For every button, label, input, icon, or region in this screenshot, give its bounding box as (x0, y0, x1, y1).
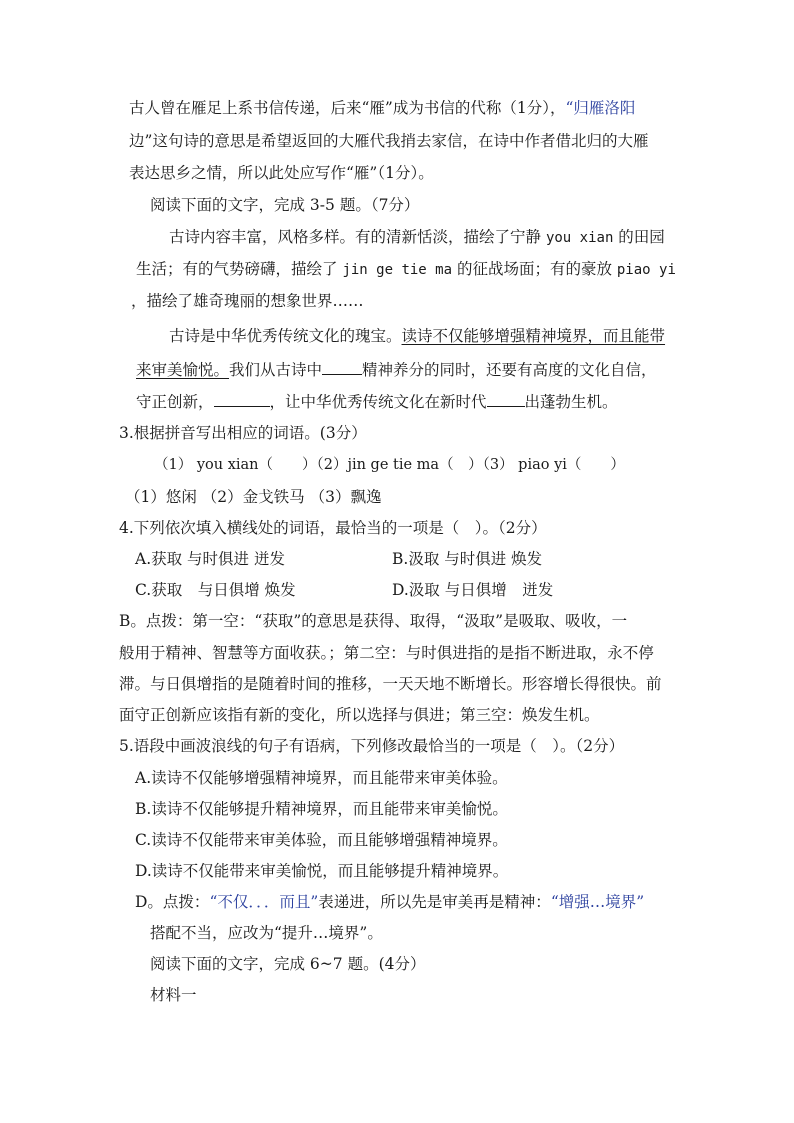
material-heading: 材料一 (150, 986, 197, 1004)
explanation-line: 面守正创新应该指有新的变化，所以选择与俱进；第三空：焕发生机。 (119, 706, 600, 724)
pinyin: jin ge tie ma (342, 262, 453, 278)
passage-text: 的田园 (613, 228, 665, 246)
option-c: C.读诗不仅能带来审美体验，而且能够增强精神境界。 (135, 831, 508, 849)
wavy-underlined-sentence: 来审美愉悦。 (136, 361, 230, 379)
explanation-line: 滞。与日俱增指的是随着时间的推移，一天天地不断增长。形容增长得很快。前 (119, 675, 662, 693)
fill-blank (214, 390, 270, 407)
pinyin: you xian (545, 230, 614, 246)
question-5-stem: 5.语段中画波浪线的句子有语病，下列修改最恰当的一项是（ ）。（2分） (119, 737, 625, 755)
answer-line: 表达思乡之情，所以此处应写作“雁”（1分）。 (129, 164, 434, 182)
passage-line (136, 390, 618, 413)
option-b: B.汲取 与时俱进 焕发 (392, 550, 543, 568)
answer-line (129, 97, 635, 119)
passage-line (136, 358, 657, 381)
answer-text: 这句诗的意思是希望返回的大雁代我捎去家信，在诗中作者借北归的大雁 (152, 132, 649, 150)
passage-text: 出蓬勃生机。 (524, 393, 618, 411)
pinyin: piao yi (616, 262, 676, 278)
passage-line (136, 258, 676, 281)
passage-text: 我们从古诗中 (229, 361, 323, 379)
answer-text: D。点拨： (135, 893, 210, 911)
passage-line: ，描绘了雄奇瑰丽的想象世界…… (131, 292, 364, 310)
explanation-line: B。点拨：第一空：“获取”的意思是获得、取得，“汲取”是吸取、吸收，一 (119, 612, 628, 630)
passage-line (169, 226, 665, 249)
option-c: C.获取 与日俱增 焕发 (135, 581, 296, 599)
passage-text: 精神养分的同时，还要有高度的文化自信， (362, 361, 657, 379)
wavy-underlined-sentence: 读诗不仅能够增强精神境界，而且能带 (401, 327, 666, 345)
passage-text: 古诗内容丰富，风格多样。有的清新恬淡，描绘了宁静 (169, 228, 546, 246)
question-3-items: （1） you xian（ ）（2）jin ge tie ma（ ）（3） piao yi（ ） (154, 457, 625, 473)
passage-text: 守正创新， (136, 393, 214, 411)
option-d: D.读诗不仅能带来审美愉悦，而且能够提升精神境界。 (135, 862, 509, 880)
passage-text: 生活；有的气势磅礴，描绘了 (136, 260, 343, 278)
quote-highlight: “归雁洛阳 (565, 99, 636, 117)
question-4-stem: 4.下列依次填入横线处的词语，最恰当的一项是（ ）。（2分） (119, 519, 547, 537)
passage-text: 古诗是中华优秀传统文化的瑰宝。 (169, 327, 402, 345)
answer-line (129, 130, 648, 152)
passage-line (169, 325, 665, 347)
quote-highlight: “不仅．．．而且” (209, 893, 319, 911)
option-b: B.读诗不仅能够提升精神境界，而且能带来审美愉悦。 (135, 800, 508, 818)
explanation-line: 般用于精神、智慧等方面收获。；第二空：与时俱进指的是指不断进取，永不停 (119, 644, 654, 662)
answer-text: 表递进，所以先是审美再是精神： (318, 893, 551, 911)
passage-text: 的征战场面；有的豪放 (452, 260, 617, 278)
option-a: A.获取 与时俱进 迸发 (135, 550, 285, 568)
fill-blank (487, 390, 525, 407)
answer-text: 古人曾在雁足上系书信传递，后来“雁”成为书信的代称（1分）， (129, 99, 566, 117)
reading-instruction: 阅读下面的文字，完成 6~7 题。(4分） (150, 955, 426, 973)
explanation-line (135, 891, 644, 913)
explanation-line: 搭配不当，应改为“提升…境界”。 (150, 924, 383, 942)
passage-text: ，让中华优秀传统文化在新时代 (269, 393, 487, 411)
question-3-answer: （1）悠闲 （2）金戈铁马 （3）飘逸 (125, 488, 382, 506)
quote-highlight: “增强…境界” (550, 893, 645, 911)
answer-text: 边” (129, 132, 153, 150)
option-d: D.汲取 与日俱增 迸发 (392, 581, 554, 599)
reading-instruction: 阅读下面的文字，完成 3-5 题。（7分） (150, 196, 420, 214)
fill-blank (322, 358, 362, 375)
option-a: A.读诗不仅能够增强精神境界，而且能带来审美体验。 (135, 769, 508, 787)
question-3-stem: 3.根据拼音写出相应的词语。(3分） (119, 424, 367, 442)
